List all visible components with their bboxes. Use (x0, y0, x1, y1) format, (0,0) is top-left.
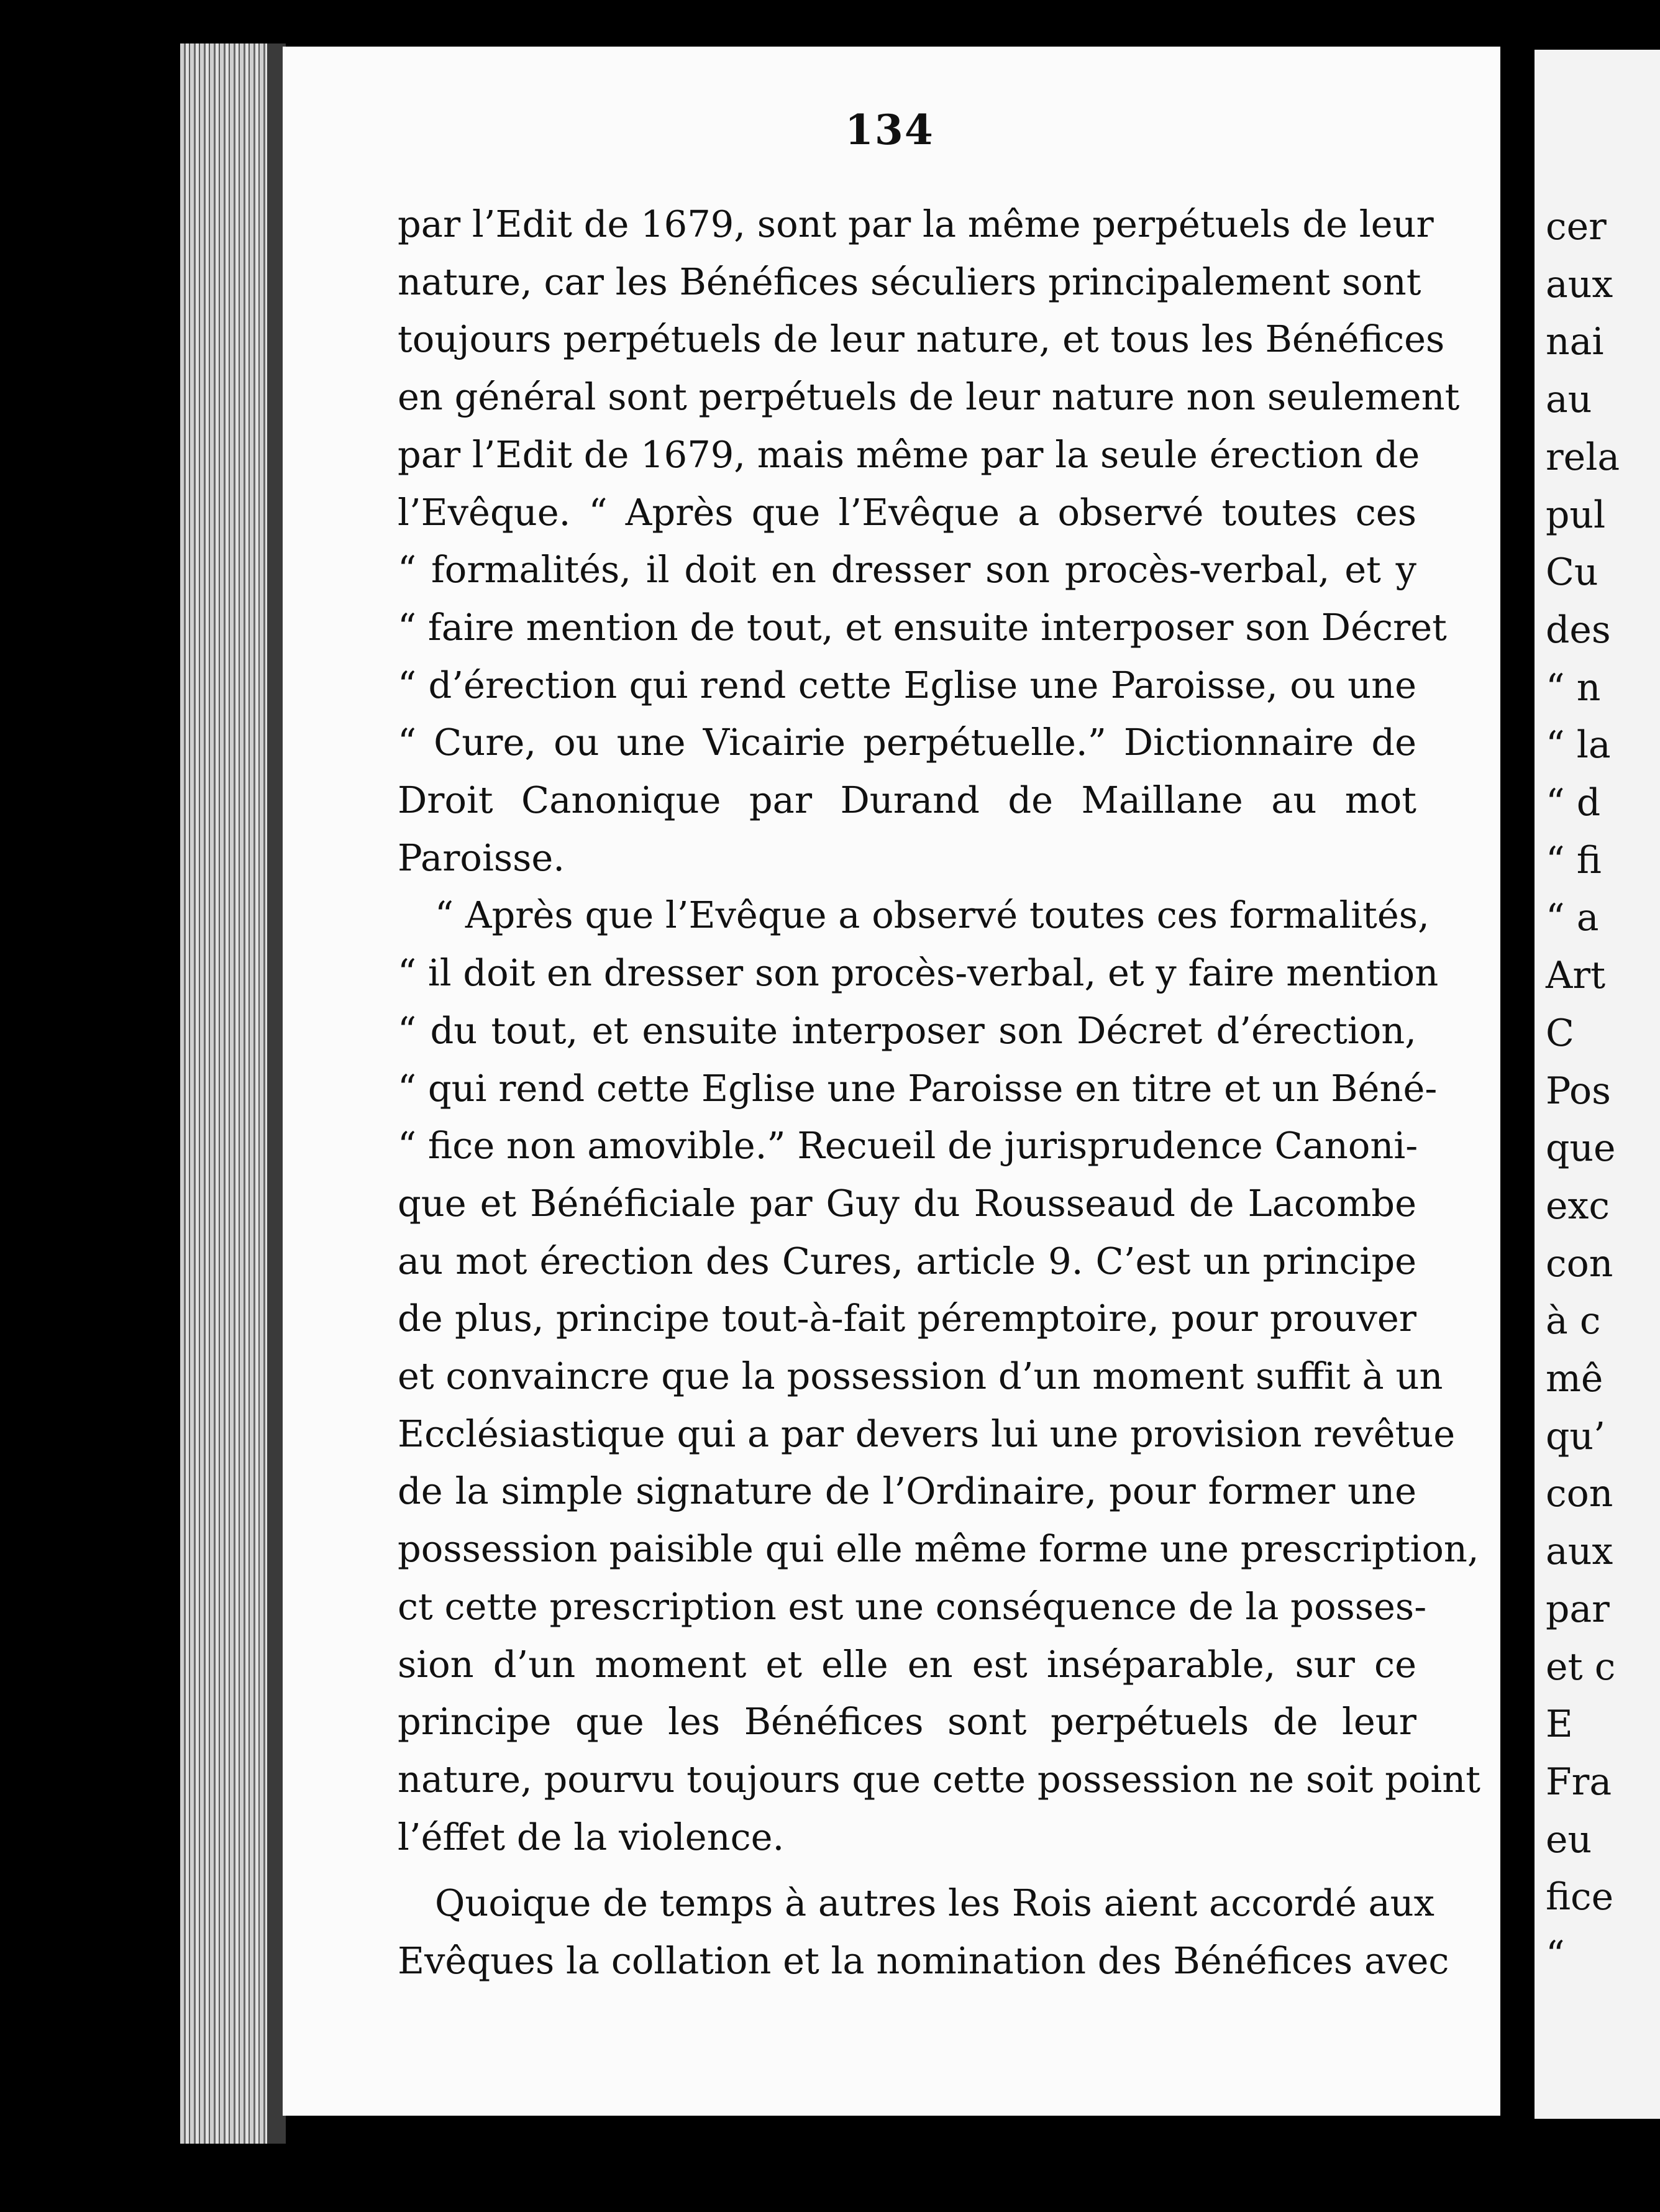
facing-page-text-fragment: E (1546, 1702, 1573, 1747)
text-line: “ d’érection qui rend cette Eglise une Paroisse, ou une (398, 663, 1416, 706)
facing-page-text-fragment: con (1546, 1472, 1613, 1516)
text-line: nature, pourvu toujours que cette possession ne soit point (398, 1757, 1480, 1801)
text-line: “ du tout, et ensuite interposer son Décret d’érection, (398, 1008, 1416, 1052)
facing-page-text-fragment: rela (1546, 435, 1620, 479)
facing-page-text-fragment: par (1546, 1587, 1610, 1631)
text-line: “ Cure, ou une Vicairie perpétuelle.” Dictionnaire de (398, 721, 1416, 764)
text-line: “ faire mention de tout, et ensuite interposer son Décret (398, 605, 1447, 649)
text-line: toujours perpétuels de leur nature, et tous les Bénéfices (398, 318, 1445, 361)
text-line: Quoique de temps à autres les Rois aient accordé aux (435, 1881, 1434, 1925)
facing-page-text-fragment: à c (1546, 1299, 1601, 1343)
text-line: de la simple signature de l’Ordinaire, pour former une (398, 1469, 1416, 1513)
text-line: Droit Canonique par Durand de Maillane au mot (398, 779, 1416, 822)
text-line: de plus, principe tout-à-fait péremptoire, pour prouver (398, 1297, 1416, 1340)
facing-page-text-fragment: “ n (1546, 665, 1601, 710)
text-line: par l’Edit de 1679, mais même par la seule érection de (398, 432, 1420, 476)
facing-page-text-fragment: Art (1546, 954, 1606, 998)
facing-page-text-fragment: C (1546, 1011, 1574, 1055)
text-line: en général sont perpétuels de leur nature non seulement (398, 375, 1460, 419)
facing-page-text-fragment: aux (1546, 1530, 1613, 1574)
facing-page-text-fragment: cer (1546, 205, 1607, 249)
facing-page-text-fragment: Pos (1546, 1069, 1611, 1113)
text-line: par l’Edit de 1679, sont par la même perpétuels de leur (398, 203, 1434, 245)
text-line: l’éffet de la violence. (398, 1815, 785, 1858)
text-line: “ Après que l’Evêque a observé toutes ces formalités, (435, 893, 1430, 937)
text-line: sion d’un moment et elle en est inséparable, sur ce (398, 1642, 1416, 1686)
facing-page-text-fragment: qu’ (1546, 1414, 1606, 1458)
text-line: Ecclésiastique qui a par devers lui une provision revêtue (398, 1412, 1456, 1455)
facing-page-text-fragment: nai (1546, 320, 1604, 364)
facing-page-text-fragment: des (1546, 608, 1611, 652)
text-line: l’Evêque. “ Après que l’Evêque a observé toutes ces (398, 490, 1416, 534)
text-line: “ fice non amovible.” Recueil de jurisprudence Canoni- (398, 1124, 1418, 1168)
facing-page-text-fragment: “ fi (1546, 838, 1602, 882)
facing-page-text-fragment: aux (1546, 262, 1613, 306)
facing-page-text-fragment: eu (1546, 1817, 1592, 1862)
text-line: “ formalités, il doit en dresser son procès-verbal, et y (398, 548, 1416, 592)
text-line: au mot érection des Cures, article 9. C’est un principe (398, 1239, 1416, 1282)
facing-page-fragment (1535, 50, 1660, 2119)
page-number: 134 (845, 106, 934, 154)
page-edges (180, 43, 280, 2144)
body-text (398, 196, 1480, 1990)
book-gutter (1500, 37, 1538, 2162)
text-line: ct cette prescription est une conséquence de la posses- (398, 1584, 1427, 1628)
facing-page-text-fragment: Cu (1546, 551, 1598, 595)
text-line: principe que les Bénéfices sont perpétuels de leur (398, 1700, 1416, 1744)
text-line: nature, car les Bénéfices séculiers principalement sont (398, 260, 1421, 303)
facing-page-text-fragment: pul (1546, 493, 1606, 537)
facing-page-text-fragment: con (1546, 1241, 1613, 1286)
facing-page-text-fragment: fice (1546, 1875, 1614, 1919)
facing-page-text-fragment: que (1546, 1127, 1616, 1171)
text-line: et convaincre que la possession d’un moment suffit à un (398, 1355, 1443, 1398)
facing-page-text-fragment: “ d (1546, 781, 1601, 825)
facing-page-text-fragment: “ a (1546, 896, 1599, 940)
text-line: possession paisible qui elle même forme une prescription, (398, 1527, 1479, 1571)
facing-page-text-fragment: mê (1546, 1357, 1603, 1401)
text-line: “ qui rend cette Eglise une Paroisse en titre et un Béné- (398, 1066, 1438, 1110)
facing-page-text-fragment: Fra (1546, 1760, 1612, 1804)
text-line: “ il doit en dresser son procès-verbal, et y faire mention (398, 951, 1439, 995)
facing-page-text-fragment: exc (1546, 1184, 1610, 1228)
text-line: que et Bénéficiale par Guy du Rousseaud de Lacombe (398, 1181, 1416, 1225)
text-line: Evêques la collation et la nomination des Bénéfices avec (398, 1939, 1449, 1983)
facing-page-text-fragment: “ (1546, 1933, 1565, 1977)
facing-page-text-fragment: “ la (1546, 723, 1611, 767)
facing-page-text-fragment: au (1546, 378, 1592, 422)
facing-page-text-fragment: et c (1546, 1645, 1616, 1689)
text-line: Paroisse. (398, 836, 565, 879)
